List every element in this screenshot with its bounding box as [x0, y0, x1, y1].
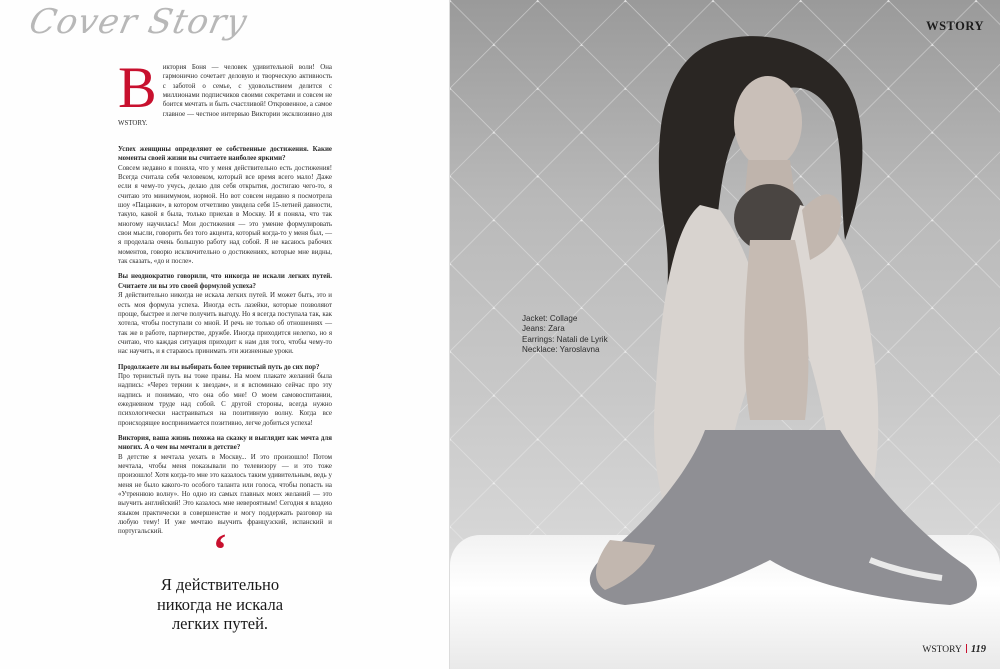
left-page: [0, 0, 450, 669]
intro-text: иктория Боня — человек удивительной воли! Она гармонично сочетает деловую и творческую активность с заботой о семье, с удовольствием делится с миллионами подписчиков своими секретами и совсем не боится мечтать и быть счастливой! Откровенное, а самое главное — честное интервью Виктории эксклюзивно для WSTORY.: [118, 64, 332, 128]
right-page-photo: [450, 0, 1000, 669]
torso-shape: [744, 240, 808, 420]
question: Виктория, ваша жизнь похожа на сказку и выглядит как мечта для многих. А о чем вы мечтали в детстве?: [118, 434, 332, 452]
question: Вы неоднократно говорили, что никогда не искали легких путей. Считаете ли вы это своей формулой успеха?: [118, 273, 332, 290]
answer: В детстве я мечтала уехать в Москву... И это произошло! Потом мечтала, чтобы меня показывали по телевизору — и это тоже произошло! Хотя когда-то мне это казалось таким удивительным, ведь у меня не было какого-то особого таланта или голоса, чтобы попасть на «Утреннюю волну». Но одно из самых главных моих желаний — это выучить английский! Это казалось мне невероятным! Сегодня я владею языком практически в совершенстве и могу поддержать разговор на любую тему! И уже мечтаю выучить французский, испанский и португальский.: [118, 453, 332, 536]
article-intro: [118, 55, 332, 139]
face-shape: [734, 76, 802, 168]
qa-block: [118, 363, 332, 428]
drop-cap: В: [118, 55, 157, 120]
question: Продолжаете ли вы выбирать более тернистый путь до сих пор?: [118, 363, 320, 371]
folio-separator: [966, 644, 967, 653]
section-title: Cover Story: [25, 2, 252, 42]
pull-quote: [140, 525, 300, 634]
credit-line: Jeans: Zara: [522, 324, 565, 334]
qa-block: [118, 272, 332, 356]
jeans-shape: [590, 430, 977, 605]
question: Успех женщины определяют ее собственные достижения. Какие моменты своей жизни вы считаете наиболее яркими?: [118, 146, 332, 163]
credit-line: Jacket: Collage: [522, 314, 578, 323]
answer: Совсем недавно я поняла, что у меня действительно есть достижения! Всегда считала себя человеком, который все время всего мало! Даже если я чему-то учусь, делаю для себя открытия, достигаю чего-то, я считаю это минимумом, нормой. Но вот совсем недавно я посмотрела шоу «Пацанки», в котором отчетливо увидела себя 15-летней давности, такую, какой я была, только приехав в Москву. И я поняла, что так многому научилась! Мои достижения — это умение формулировать свои мысли, говорить без того акцента, который когда-то у меня был, — я проделала очень большую работу над собой. Я не касаюсь рабочих моментов, говорю исключительно о достижениях, которые мне видны, так сказать, «до и после».: [118, 164, 332, 266]
qa-block: [118, 434, 332, 537]
page-number: 119: [970, 644, 986, 655]
quote-mark-icon: ‘: [212, 525, 228, 574]
folio-brand: WSTORY: [922, 645, 962, 655]
fashion-credits: [522, 314, 608, 356]
credit-line: Earrings: Natali de Lyrik: [522, 334, 608, 344]
qa-block: [118, 145, 332, 266]
article-body: [118, 55, 332, 543]
page-folio: [922, 644, 986, 655]
brand-logo: WSTORY: [926, 19, 984, 33]
answer: Про тернистый путь вы тоже правы. На моем плакате желаний была надпись: «Через тернии к звездам», и я вспоминаю сейчас про эту надпись и понимаю, что она обо мне! О моем самовоспитании, ежедневном труде над собой. С другой стороны, всегда нужно психологически настраиваться на позитивную волну. Когда все происходящее воспринимается позитивно, легче добиться успеха!: [118, 372, 332, 427]
credit-line: Necklace: Yaroslavna: [522, 345, 600, 355]
answer: Я действительно никогда не искала легких путей. И может быть, это и есть моя формула успеха. Иногда есть лазейки, которые позволяют проще, быстрее и легче получить выгоду. Но я всегда поступала так, как хотела, чтобы поступали со мной. И речь не только об отношениях — так же в работе, партнерстве, дружбе. Иногда приходится нелегко, но я считаю, что каждая ситуация приходит к нам для того, чтобы чему-то нас научить, и я стараюсь принимать эти жизненные уроки.: [118, 292, 332, 356]
pull-quote-text: Я действительно никогда не искала легких путей.: [156, 575, 284, 633]
